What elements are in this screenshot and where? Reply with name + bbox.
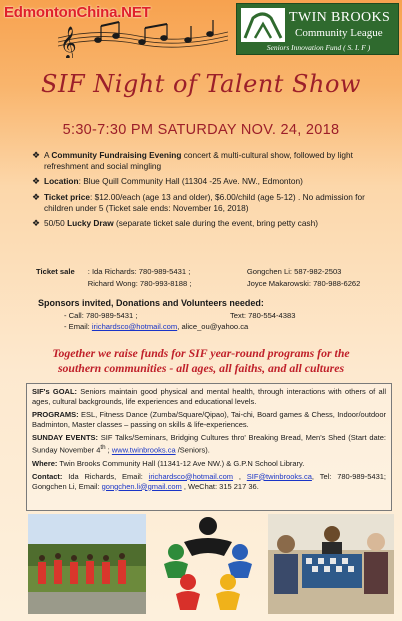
logo-subtitle: Community League [295,27,383,39]
diamond-bullet-icon: ❖ [32,218,41,229]
ticket-sale-label: Ticket sale [36,267,75,276]
sponsors-section: Sponsors invited, Donations and Volunteers needed: - Call: 780-989-5431 ; Text: 780-554-4383 - Email: irichardsco@hotmail.com , alice_ou@yahoo.ca [38,298,398,332]
community-league-logo-icon [241,8,285,42]
board-games-photo [268,514,394,614]
diamond-bullet-icon: ❖ [32,191,41,202]
event-datetime: 5:30-7:30 PM SATURDAY NOV. 24, 2018 [62,122,340,138]
dance-group-photo [28,514,146,614]
slogan: Together we raise funds for SIF year-round programs for the southern communities - all ages, all faiths, and all cultures [52,346,350,375]
ticket-sale-contacts [36,266,396,290]
diamond-bullet-icon: ❖ [32,150,41,160]
list-item: ❖ A Community Fundraising Evening concert & multi-cultural show, followed by light refreshment and social mingling [32,150,353,172]
diamond-bullet-icon: ❖ [32,176,41,187]
event-details-list [32,150,394,233]
logo-title: TWIN BROOKS [289,10,391,25]
diversity-people-icon [154,512,262,616]
twin-brooks-logo [236,3,399,55]
sponsors-heading: Sponsors invited, Donations and Volunteers needed: [38,298,264,308]
email-link[interactable]: SIF@twinbrooks.ca [246,471,312,481]
email-link[interactable]: irichardsco@hotmail.com [91,322,178,331]
list-item: ❖ Location: Blue Quill Community Hall (11304 -25 Ave. NW., Edmonton) [32,176,303,187]
program-info-box: SIF's GOAL: Seniors maintain good physical and mental health, through interactions with others of all ages, cultural backgrounds, life experiences and educational levels. PROGRAMS: ESL, Fitness Dance (Zumba/Square/Qipao), Tai-chi, Board games & Chess, Indoor/outdoor Badminton, Master classes – passing on skills & life-experiences. SUNDAY EVENTS: SIF Talks/Seminars, Bridging Cultures thro' Breaking Bread, Men's Shed (Start date: Sunday November 4th ; www.twinbrooks.ca /Seniors). Where: Twin Brooks Community Hall (11341-12 Ave NW.) & G.P.N School Library. Contact: Ida Richards, Email: irichardsco@hotmail.com , SIF@twinbrooks.ca, Tel: 780-989-5431; Gongchen Li, Email: gongchen.li@gmail.com , WeChat: 315 217 36. [26,383,392,511]
logo-fund-name: Seniors Innovation Fund ( S. I. F ) [266,43,371,52]
page-title: SIF Night of Talent Show [41,70,361,98]
website-link[interactable]: www.twinbrooks.ca [111,445,176,455]
svg-text:𝄞: 𝄞 [60,26,77,58]
ticket-row: Richard Wong: 780-993-8188 ; Joyce Makarowski: 780-988-6262 [87,279,361,288]
list-item: ❖ Ticket price: $12.00/each (age 13 and older), $6.00/child (age 5-12) . No admission for children under 5 (Ticket sale ends: November 16, 2018) [32,191,365,213]
photo-strip [28,512,394,616]
music-notes-icon [58,18,228,58]
list-item: ❖ 50/50 Lucky Draw (separate ticket sale during the event, bring petty cash) [32,218,318,229]
email-link[interactable]: gongchen.li@gmail.com [101,481,182,491]
watermark: EdmontonChina.NET [4,4,151,21]
email-link[interactable]: irichardsco@hotmail.com [148,471,234,481]
ticket-row: Ticket sale : Ida Richards: 780-989-5431 ; Gongchen Li: 587-982-2503 [36,267,342,276]
